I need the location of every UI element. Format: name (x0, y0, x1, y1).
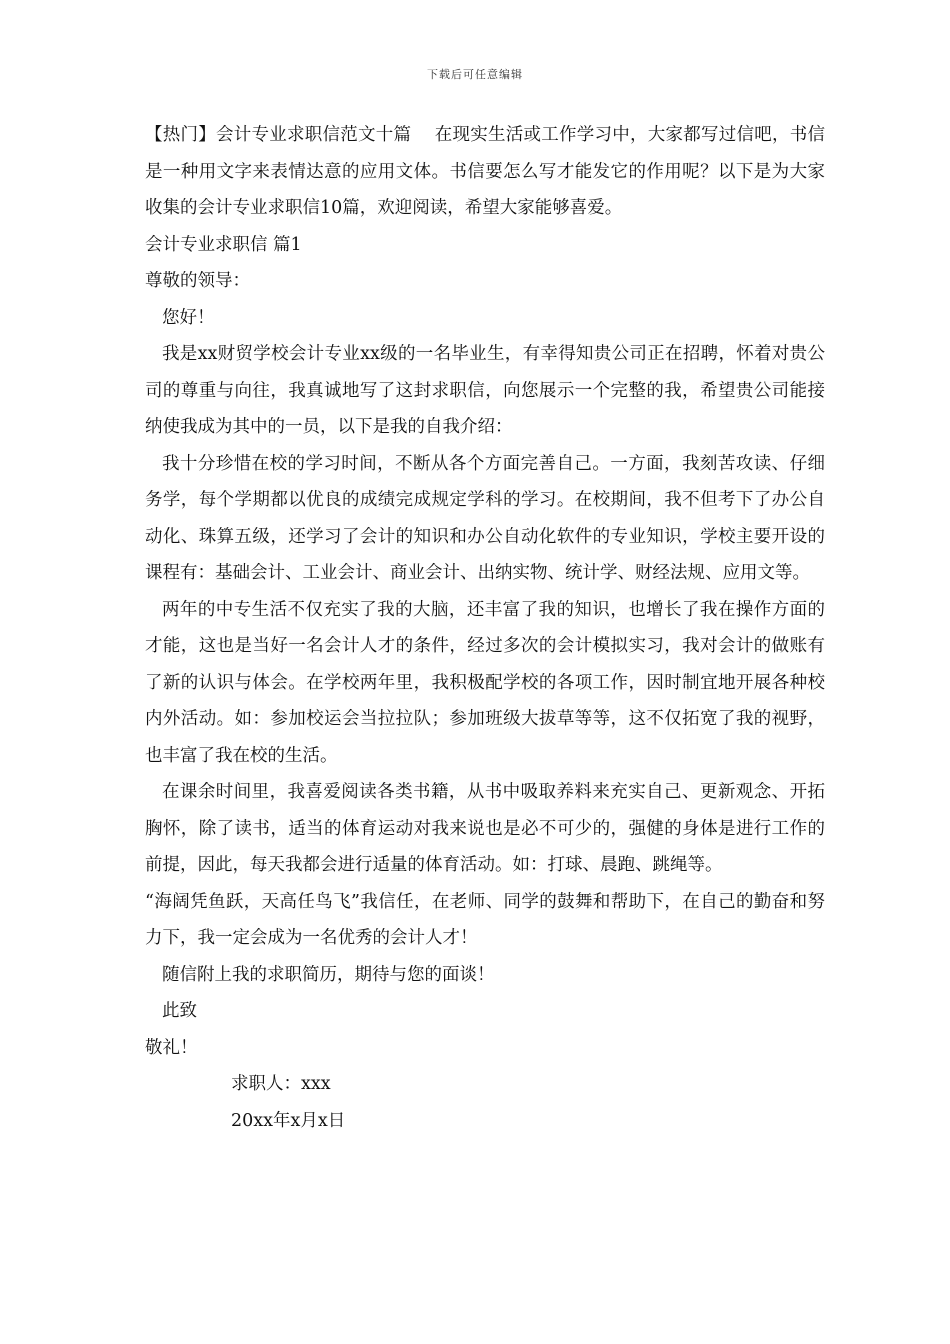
body-paragraph-1: 我是xx财贸学校会计专业xx级的一名毕业生，有幸得知贵公司正在招聘，怀着对贵公司的尊重与向往，我真诚地写了这封求职信，向您展示一个完整的我，希望贵公司能接纳使我成为其中的一员，以下是我的自我介绍： (145, 344, 825, 437)
closing-line-2: 敬礼！ (145, 1037, 198, 1058)
signature: 求职人：xxx (231, 1074, 331, 1094)
intro-paragraph: 【热门】会计专业求职信范文十篇 在现实生活或工作学习中，大家都写过信吧，书信是一种用文字来表情达意的应用文体。书信要怎么写才能发它的作用呢？以下是为大家收集的会计专业求职信10篇，欢迎阅读，希望大家能够喜爱。 (145, 125, 825, 218)
page-header: 下载后可任意编辑 (427, 68, 523, 81)
date: 20xx年x月x日 (231, 1110, 346, 1131)
salutation: 尊敬的领导： (145, 271, 250, 291)
body-paragraph-3: 两年的中专生活不仅充实了我的大脑，还丰富了我的知识，也增长了我在操作方面的才能，这也是当好一名会计人才的条件，经过多次的会计模拟实习，我对会计的做账有了新的认识与体会。在学校两年里，我积极配学校的各项工作，因时制宜地开展各种校内外活动。如：参加校运会当拉拉队；参加班级大拔草等等，这不仅拓宽了我的视野，也丰富了我在校的生活。 (145, 599, 825, 766)
document-body (145, 117, 825, 1139)
body-paragraph-2: 我十分珍惜在校的学习时间，不断从各个方面完善自己。一方面，我刻苦攻读、仔细务学，每个学期都以优良的成绩完成规定学科的学习。在校期间，我不但考下了办公自动化、珠算五级，还学习了会计的知识和办公自动化软件的专业知识，学校主要开设的课程有：基础会计、工业会计、商业会计、出纳实物、统计学、财经法规、应用文等。 (145, 453, 825, 583)
greeting: 您好！ (162, 307, 215, 328)
closing-line-1: 此致 (162, 1001, 197, 1021)
body-paragraph-4: 在课余时间里，我喜爱阅读各类书籍，从书中吸取养料来充实自己、更新观念、开拓胸怀，除了读书，适当的体育运动对我来说也是必不可少的，强健的身体是进行工作的前提，因此，每天我都会进行适量的体育活动。如：打球、晨跑、跳绳等。 (145, 782, 825, 875)
body-paragraph-5: “海阔凭鱼跃，天高任鸟飞”我信任，在老师、同学的鼓舞和帮助下，在自己的勤奋和努力下，我一定会成为一名优秀的会计人才！ (145, 891, 825, 948)
section-title: 会计专业求职信 篇1 (145, 234, 302, 255)
body-paragraph-6: 随信附上我的求职简历，期待与您的面谈！ (162, 964, 495, 985)
